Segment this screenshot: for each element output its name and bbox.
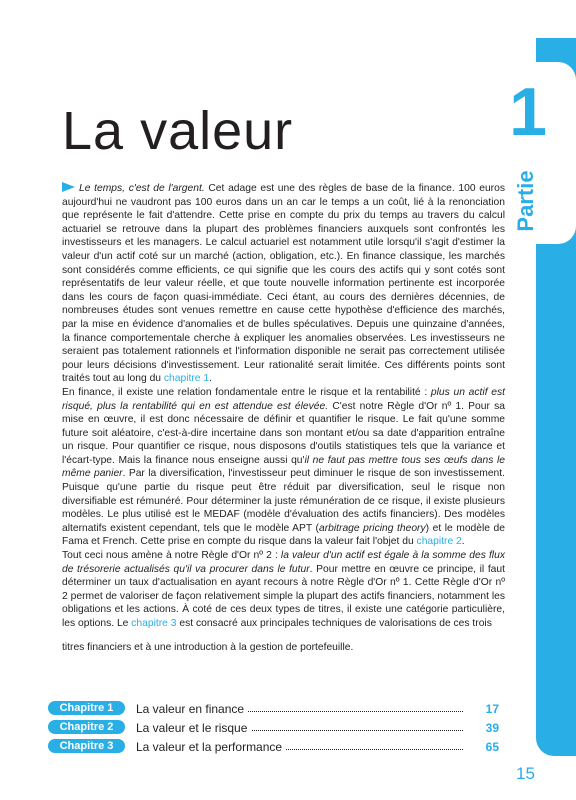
paragraph-text: Cet adage est une des règles de base de la finance. 100 euros aujourd'hui ne vaudront pas 100 euros dans un an car le temps a un coût, lié à la renonciation que représente le fait d'attendre. Cette prise en compte du prix du temps au travers du calcul actuariel se retrouve dans la plupart des problèmes financiers auxquels sont confrontés les investisseurs et les managers. Le calcul actuariel est notamment utile lorsqu'il s'agit d'estimer la valeur d'un actif coté sur un marché (action, obligation, etc.). En finance classique, les marchés sont considérés comme efficients, ce qui signifie que les cours des actifs qui y sont cotés sont représentatifs de leur valeur réelle, et que toute nouvelle information pertinente est incorporée dans les cours de façon quasi-immédiate. Ceci étant, au cours des dernières décennies, de nombreuses études sont venues remettre en cause cette hypothèse d'efficience des marchés, par la mise en évidence d'anomalies et de bulles spéculatives. Depuis une quinzaine d'années, la finance comportementale cherche à expliquer les anomalies observées. Les investisseurs ne seraient pas totalement rationnels et l'information disponible ne serait pas correctement utilisée pour leurs décisions d'investissement. Leur rationalité serait limitée. Ces différents points sont traités tout au long du — [62, 183, 505, 385]
paragraph-text: est consacré aux principales techniques de valorisations de ces trois — [176, 618, 492, 629]
toc-row[interactable] — [48, 738, 503, 757]
chapter-chip: Chapitre 2 — [48, 720, 125, 734]
paragraph-italic: plus un actif est risqué, plus la rentabilité qui en est attendue est élevée. — [62, 386, 505, 412]
toc-page-number: 65 — [485, 740, 499, 754]
part-number: 1 — [509, 74, 547, 150]
paragraph-3-last-line: titres financiers et à une introduction à la gestion de portefeuille. — [62, 641, 354, 653]
toc-row[interactable] — [48, 719, 503, 738]
toc-title: La valeur en finance — [136, 700, 248, 718]
chapter-3-link[interactable]: chapitre 3 — [131, 618, 177, 629]
paragraph-italic: la valeur d'un actif est égale à la somme des flux de trésorerie actualisés qu'il va procurer dans le futur — [62, 550, 505, 575]
toc-page-number: 17 — [485, 702, 499, 716]
toc-title: La valeur et le risque — [136, 719, 251, 737]
paragraph-italic: il ne faut pas mettre tous ses œufs dans le même panier — [62, 454, 505, 480]
paragraph-2 — [62, 386, 505, 549]
page-number: 15 — [516, 764, 535, 783]
paragraph-3 — [62, 549, 505, 631]
toc-title: La valeur et la performance — [136, 738, 286, 756]
paragraph-text: . — [209, 373, 213, 385]
toc-page-number: 39 — [485, 721, 499, 735]
paragraph-text: . Par la diversification, l'investisseur peut diminuer le risque de son investissement. Puisque qu'une partie du risque peut être réduit par diversification, seul le risque non diversifiable est rémunéré. Pour déterminer la juste rémunération de ce risque, il existe plusieurs modèles. Le plus utilisé est le MEDAF (modèle d'évaluation des actifs financiers). Des modèles alternatifs existent cependant, tels que le modèle APT ( — [62, 468, 505, 534]
top-margin — [0, 0, 576, 38]
part-label: Partie — [513, 170, 538, 232]
chapter-chip: Chapitre 1 — [48, 701, 125, 715]
paragraph-text: . — [461, 536, 465, 548]
paragraph-text: En finance, il existe une relation fondamentale entre le risque et la rentabilité : — [62, 386, 431, 398]
paragraph-text: . Pour mettre en œuvre ce principe, il faut déterminer un taux d'actualisation en ayant recours à notre Règle d'Or nº 1. Cette Règle d'Or nº 2 permet de valoriser de façon relativement simple la plupart des actifs financiers, notamment les obligations et les actions. À coté de ces deux types de titres, il existe une catégorie particulière, les options. Le — [62, 563, 505, 629]
page-title: La valeur — [62, 101, 294, 162]
paragraph-text: C'est notre Règle d'Or nº 1. Pour sa mise en œuvre, il est donc nécessaire de définir et quantifier le risque. Le fait qu'une somme future soit aléatoire, c'est-à-dire incertaine dans son montant et/ou sa date d'apparition entraîne un risque. Pour quantifier ce risque, nous disposons d'outils statistiques tels que la variance et l'écart-type. Mais la finance nous enseigne aussi qu' — [62, 400, 505, 466]
chapter-chip: Chapitre 3 — [48, 739, 125, 753]
toc-row[interactable] — [48, 700, 503, 719]
paragraph-1 — [62, 182, 505, 386]
paragraph-italic: arbitrage pricing theory — [318, 522, 426, 534]
intro-text — [62, 182, 505, 654]
chapter-2-link[interactable]: chapitre 2 — [416, 536, 462, 548]
intro-italic: Le temps, c'est de l'argent. — [79, 183, 205, 194]
arrow-bullet-icon — [62, 182, 75, 192]
chapter-1-link[interactable]: chapitre 1 — [163, 373, 210, 385]
chapter-toc — [48, 700, 503, 757]
paragraph-text: ) et le modèle de Fama et French. Cette prise en compte du risque dans la valeur fait l'objet du — [62, 522, 506, 548]
paragraph-text: Tout ceci nous amène à notre Règle d'Or nº 2 : — [62, 550, 281, 562]
